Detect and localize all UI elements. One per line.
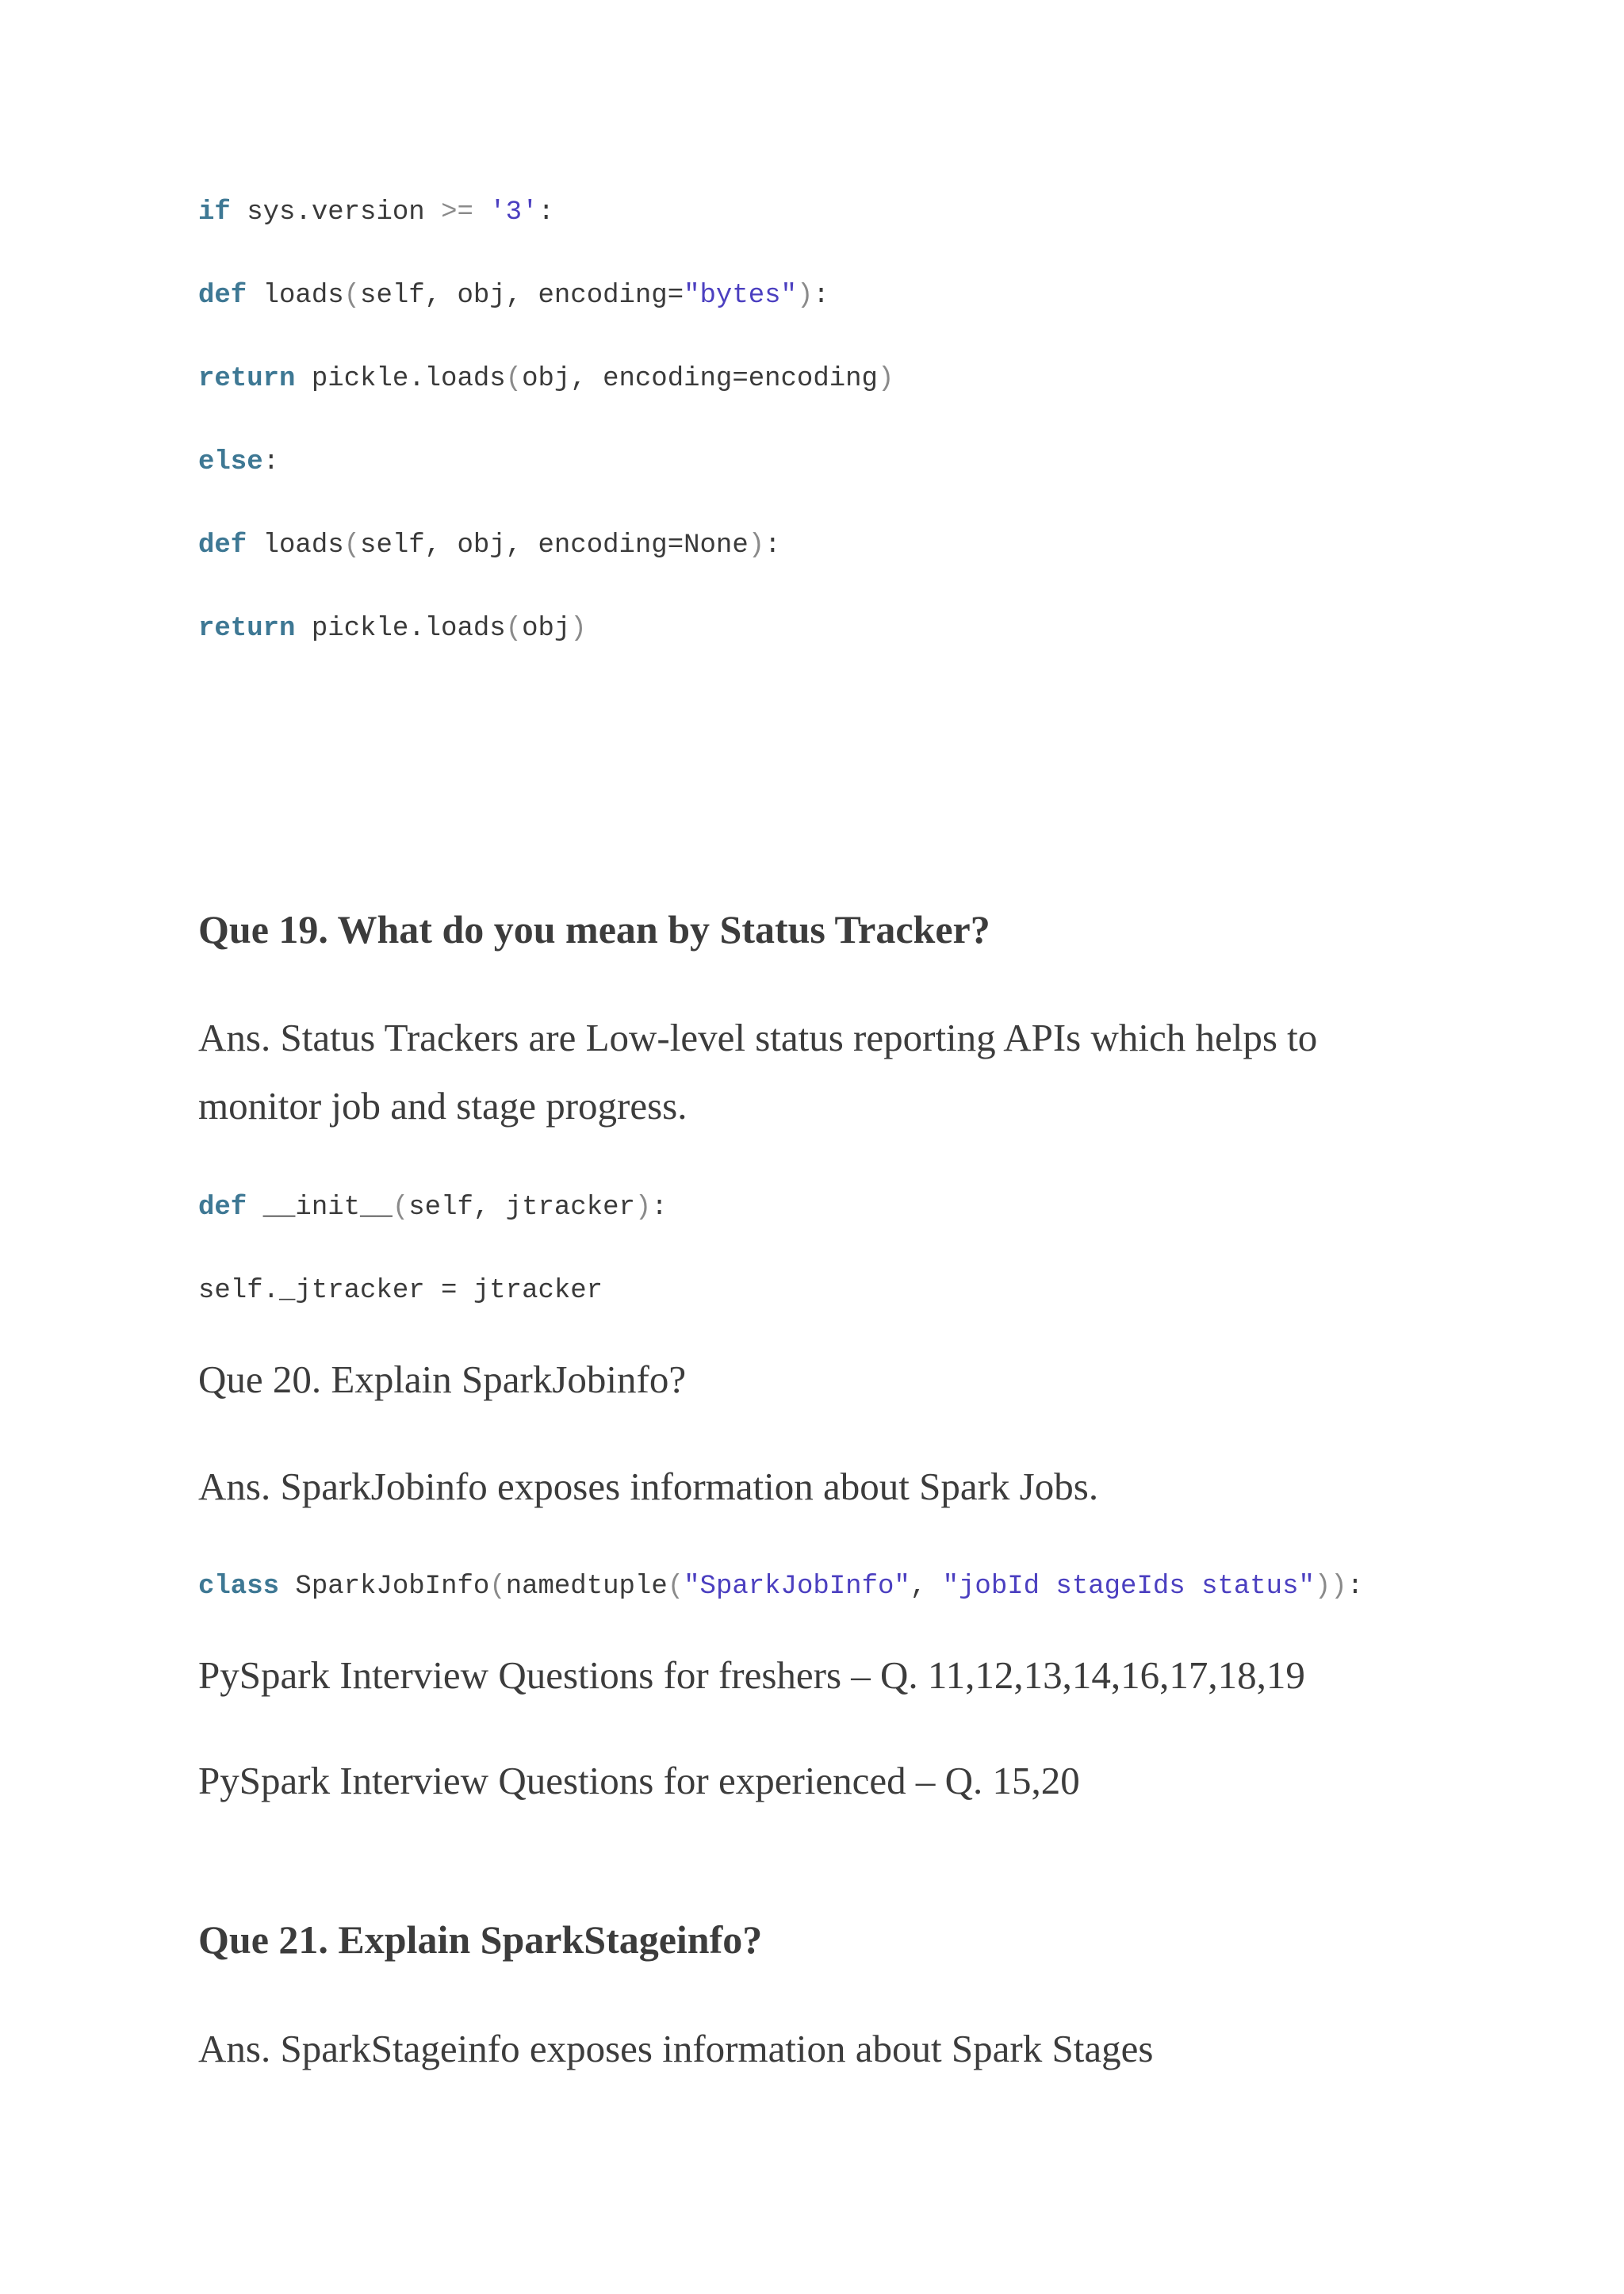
code-line-class-sparkjobinfo: class SparkJobInfo(namedtuple("SparkJobInfo", "jobId stageIds status")): — [198, 1572, 1364, 1602]
code-line-self-jtracker: self._jtracker = jtracker — [198, 1276, 603, 1306]
code-line-return-loads-encoding: return pickle.loads(obj, encoding=encoding) — [198, 364, 894, 394]
code-line-def-init: def __init__(self, jtracker): — [198, 1193, 668, 1223]
q20-answer: Ans. SparkJobinfo exposes information about Spark Jobs. — [198, 1465, 1099, 1508]
q19-answer: Ans. Status Trackers are Low-level status reporting APIs which helps to monitor job and stage progress. — [198, 1016, 1318, 1128]
code-line-def-loads-none: def loads(self, obj, encoding=None): — [198, 530, 781, 561]
q21-answer: Ans. SparkStageinfo exposes information about Spark Stages — [198, 2027, 1154, 2070]
code-line-if-version: if sys.version >= '3': — [198, 197, 554, 228]
code-line-return-loads: return pickle.loads(obj) — [198, 614, 587, 644]
q19-heading: Que 19. What do you mean by Status Tracker? — [198, 907, 990, 952]
q20-heading: Que 20. Explain SparkJobinfo? — [198, 1358, 687, 1401]
q21-heading: Que 21. Explain SparkStageinfo? — [198, 1917, 763, 1962]
summary-freshers: PySpark Interview Questions for freshers – Q. 11,12,13,14,16,17,18,19 — [198, 1653, 1305, 1697]
code-line-def-loads-bytes: def loads(self, obj, encoding="bytes"): — [198, 281, 829, 311]
code-line-else: else: — [198, 447, 280, 477]
summary-experienced: PySpark Interview Questions for experienced – Q. 15,20 — [198, 1759, 1080, 1802]
